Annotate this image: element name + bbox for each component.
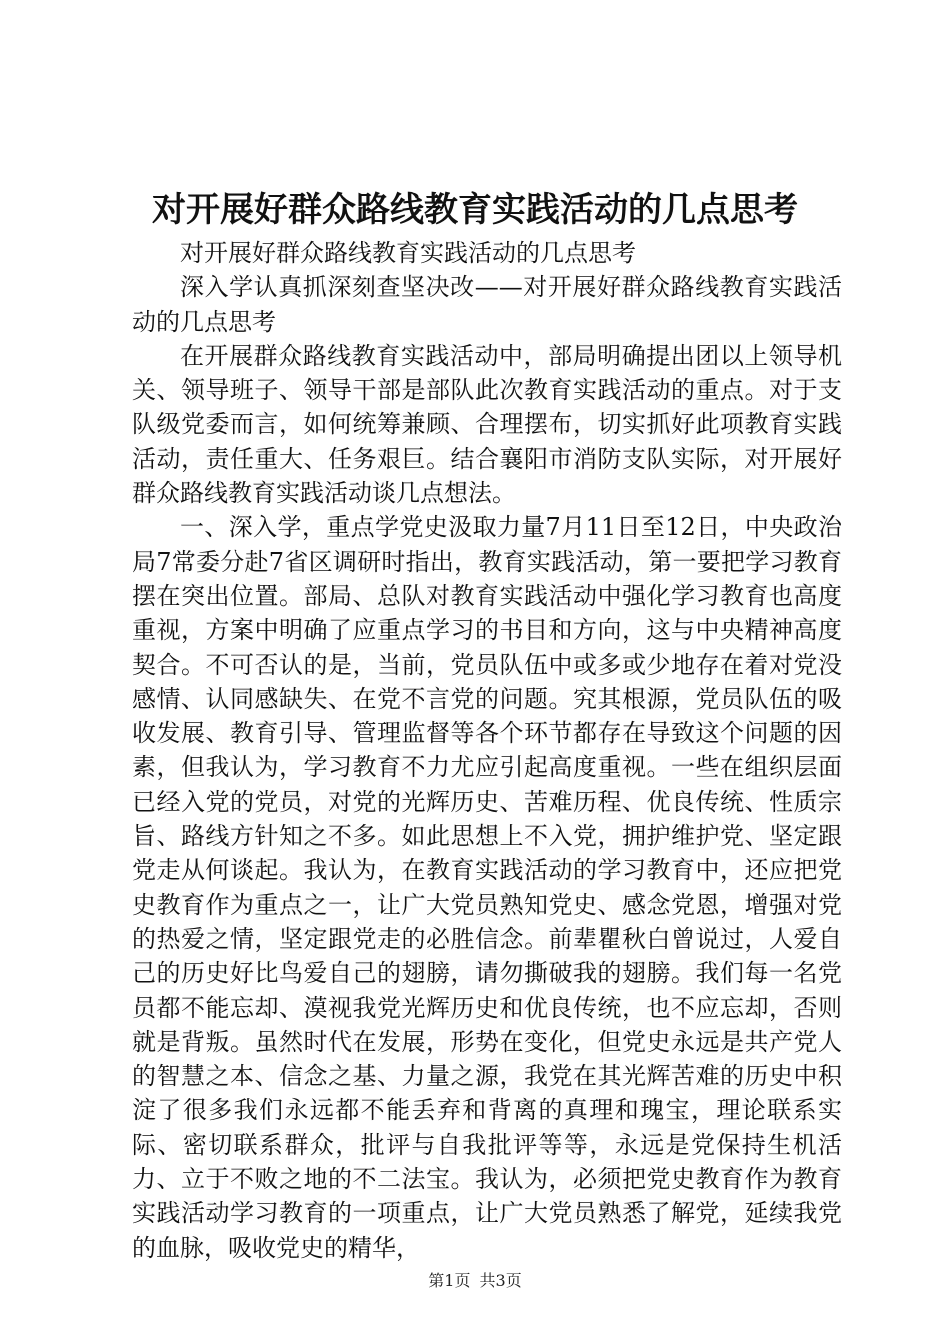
paragraph-intro: 在开展群众路线教育实践活动中，部局明确提出团以上领导机关、领导班子、领导干部是部队此次教育实践活动的重点。对于支队级党委而言，如何统筹兼顾、合理摆布，切实抓好此项教育实践活动，责任重大、任务艰巨。结合襄阳市消防支队实际，对开展好群众路线教育实践活动谈几点想法。 bbox=[132, 341, 842, 508]
page-footer bbox=[0, 1271, 950, 1291]
paragraph-section-one: 一、深入学，重点学党史汲取力量7月11日至12日，中央政治局7常委分赴7省区调研时指出，教育实践活动，第一要把学习教育摆在突出位置。部局、总队对教育实践活动中强化学习教育也高度重视，方案中明确了应重点学习的书目和方向，这与中央精神高度契合。不可否认的是，当前，党员队伍中或多或少地存在着对党没感情、认同感缺失、在党不言党的问题。究其根源，党员队伍的吸收发展、教育引导、管理监督等各个环节都存在导致这个问题的因素，但我认为，学习教育不力尤应引起高度重视。一些在组织层面已经入党的党员，对党的光辉历史、苦难历程、优良传统、性质宗旨、路线方针知之不多。如此思想上不入党，拥护维护党、坚定跟党走从何谈起。我认为，在教育实践活动的学习教育中，还应把党史教育作为重点之一，让广大党员熟知党史、感念党恩，增强对党的热爱之情，坚定跟党走的必胜信念。前辈瞿秋白曾说过，人爱自己的历史好比鸟爱自己的翅膀，请勿撕破我的翅膀。我们每一名党员都不能忘却、漠视我党光辉历史和优良传统，也不应忘却，否则就是背叛。虽然时代在发展，形势在变化，但党史永远是共产党人的智慧之本、信念之基、力量之源，我党在其光辉苦难的历史中积淀了很多我们永远都不能丢弃和背离的真理和瑰宝，理论联系实际、密切联系群众，批评与自我批评等等，永远是党保持生机活力、立于不败之地的不二法宝。我认为，必须把党史教育作为教育实践活动学习教育的一项重点，让广大党员熟悉了解党，延续我党的血脉，吸收党史的精华， bbox=[132, 513, 842, 1262]
page-number: 第1页 bbox=[428, 1271, 471, 1290]
document-body bbox=[132, 236, 842, 1265]
paragraph-heading: 深入学认真抓深刻查坚决改——对开展好群众路线教育实践活动的几点思考 bbox=[132, 273, 842, 336]
document-title: 对开展好群众路线教育实践活动的几点思考 bbox=[152, 190, 798, 230]
page-total: 共3页 bbox=[479, 1271, 522, 1290]
paragraph-subtitle: 对开展好群众路线教育实践活动的几点思考 bbox=[180, 239, 636, 267]
